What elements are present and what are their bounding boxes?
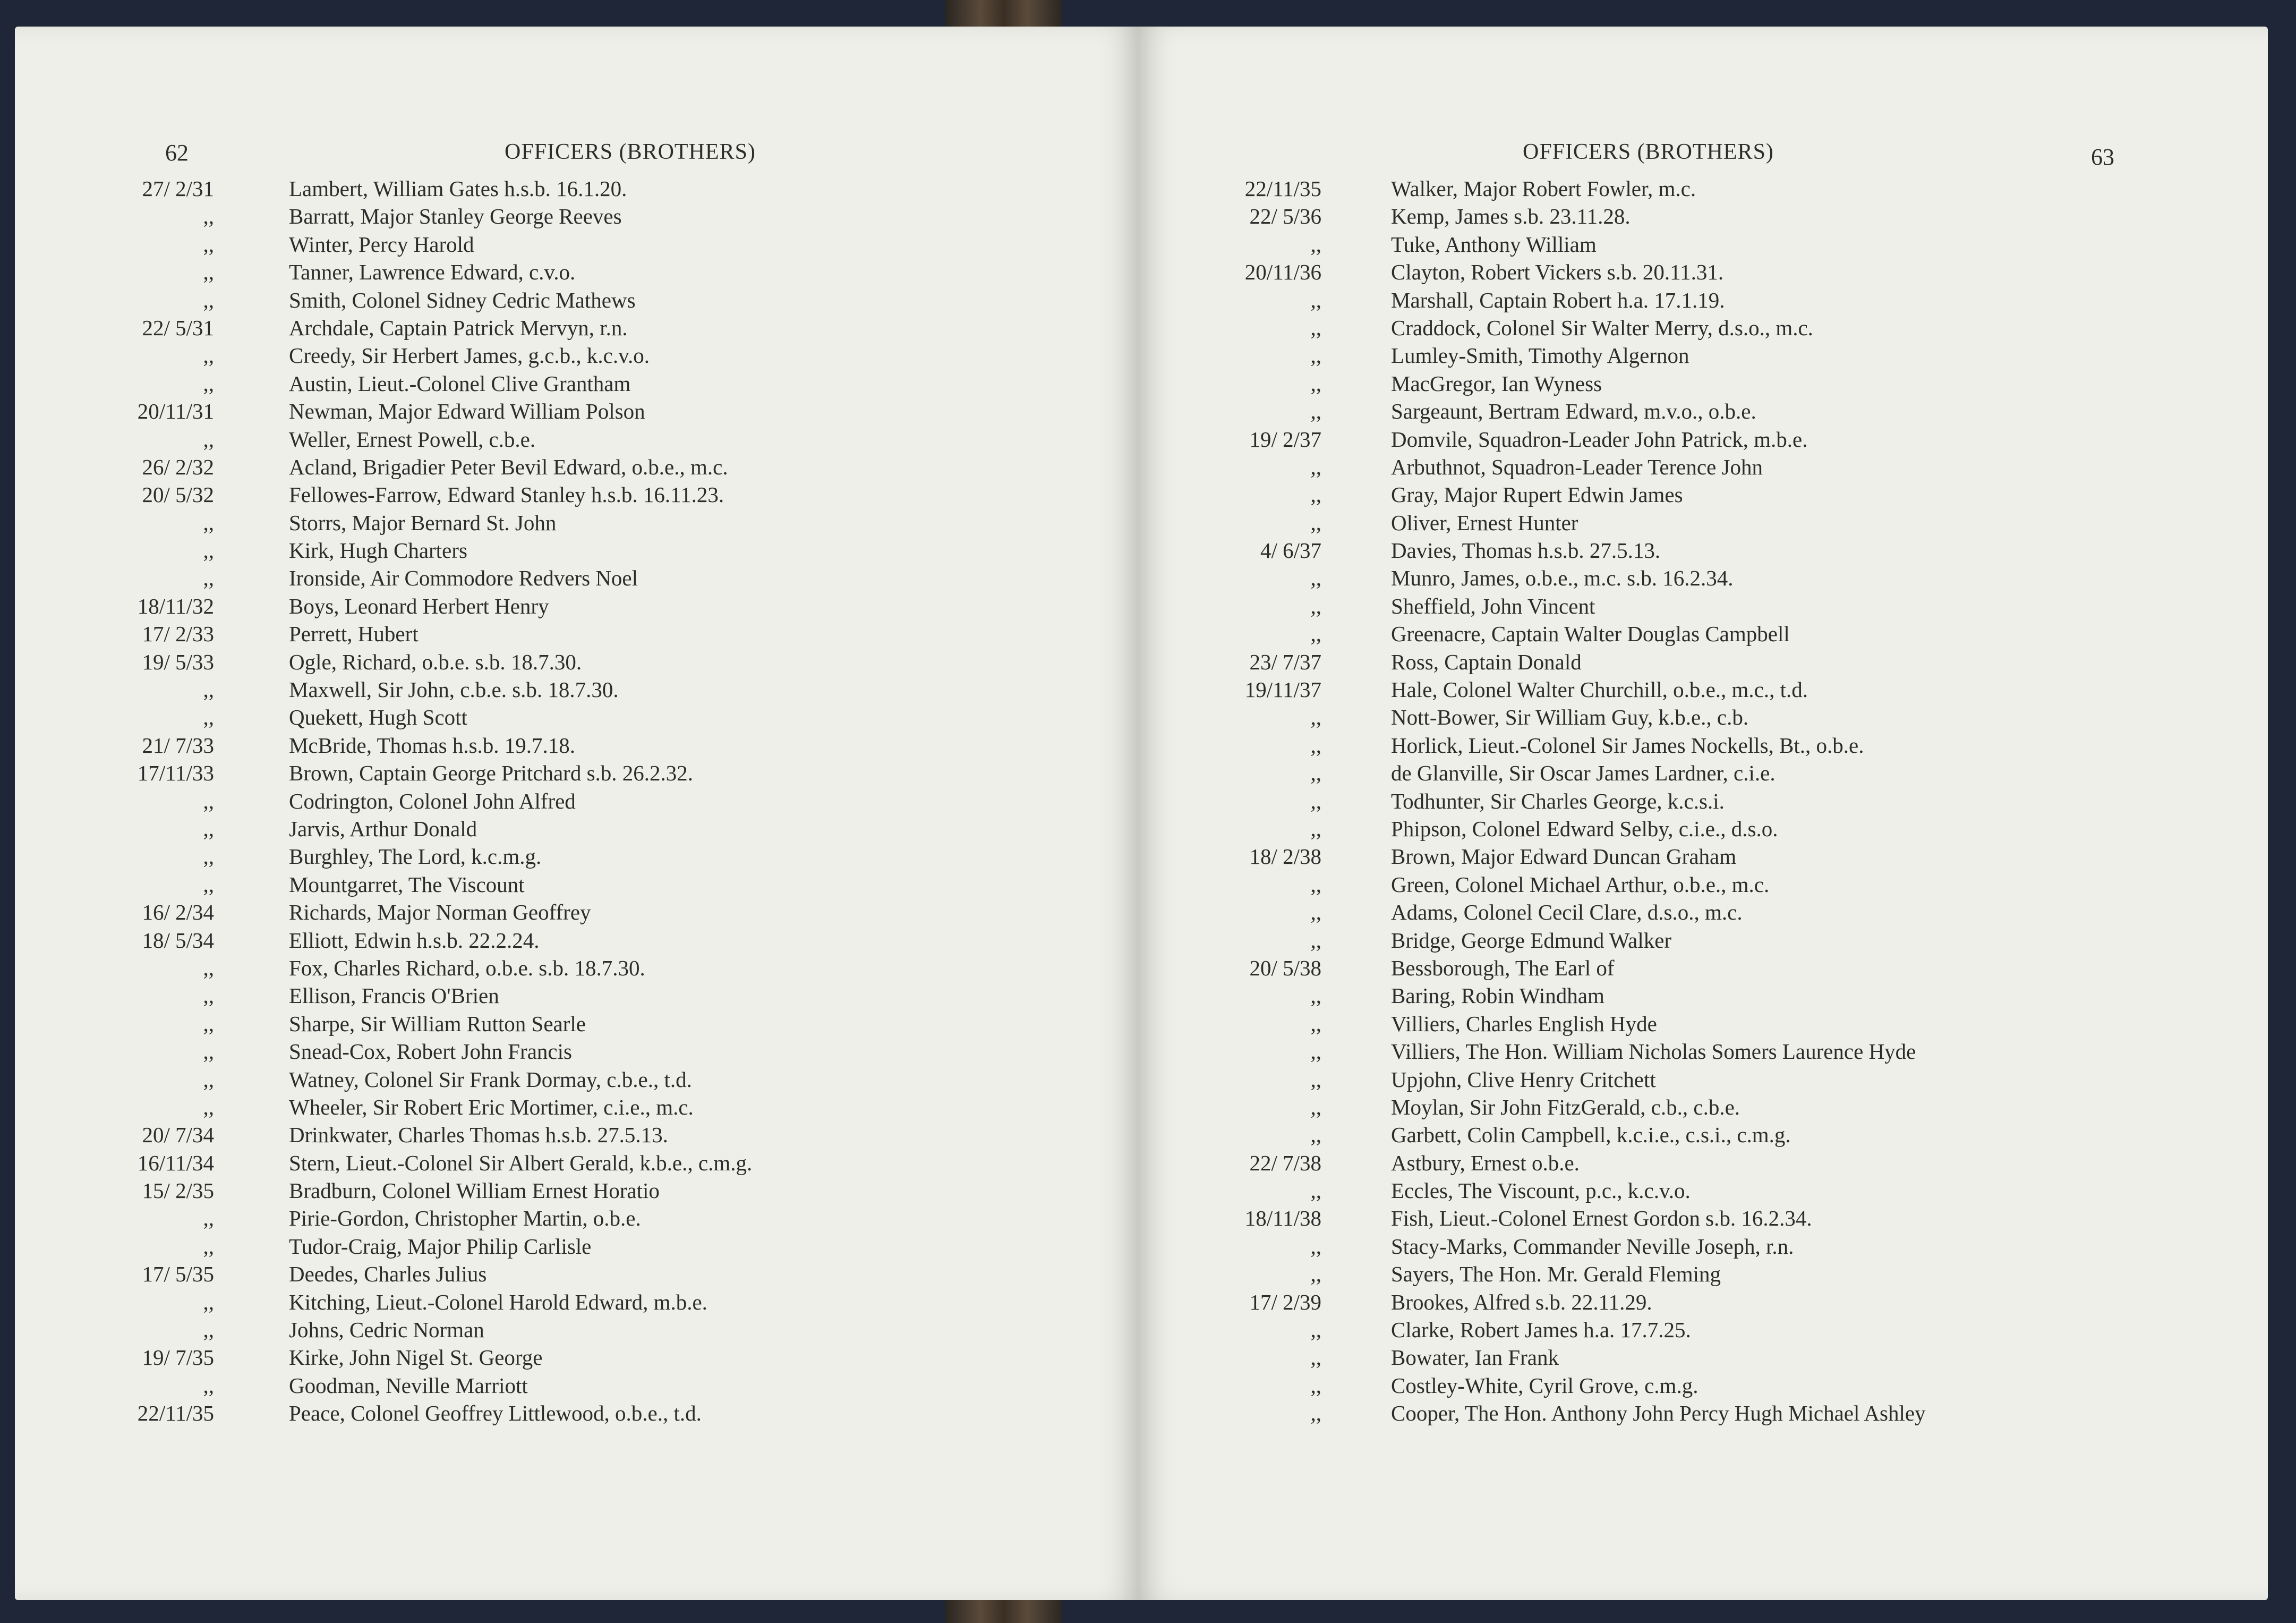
entry-name: Tuke, Anthony William [1391, 232, 1597, 257]
entry-name: Marshall, Captain Robert h.a. 17.1.19. [1391, 287, 1725, 312]
entry-name: Archdale, Captain Patrick Mervyn, r.n. [289, 315, 628, 340]
entry-name: Brookes, Alfred s.b. 22.11.29. [1391, 1289, 1652, 1314]
entry-name: MacGregor, Ian Wyness [1391, 371, 1602, 396]
entry-name: Kirke, John Nigel St. George [289, 1345, 543, 1370]
entry-date: ,, [1310, 1234, 1321, 1259]
entry-name: Quekett, Hugh Scott [289, 705, 467, 730]
entry-date: 20/ 7/34 [142, 1123, 214, 1148]
entry-name: Stacy-Marks, Commander Neville Joseph, r.n. [1391, 1234, 1794, 1259]
entry-name: Newman, Major Edward William Polson [289, 399, 645, 424]
entry-name: Barratt, Major Stanley George Reeves [289, 204, 622, 229]
entry-name: Bowater, Ian Frank [1391, 1345, 1559, 1370]
entry-name: Stern, Lieut.-Colonel Sir Albert Gerald, k.b.e., c.m.g. [289, 1150, 753, 1175]
entry-name: Munro, James, o.b.e., m.c. s.b. 16.2.34. [1391, 566, 1734, 591]
entry-name: Sargeaunt, Bertram Edward, m.v.o., o.b.e. [1391, 399, 1756, 424]
entry-date: ,, [203, 343, 214, 368]
entry-name: Pirie-Gordon, Christopher Martin, o.b.e. [289, 1206, 641, 1231]
entry-name: Bessborough, The Earl of [1391, 955, 1615, 980]
entry-date: ,, [1310, 371, 1321, 396]
entry-date: ,, [1310, 983, 1321, 1008]
entry-date: ,, [1310, 1067, 1321, 1092]
entry-name: Astbury, Ernest o.b.e. [1391, 1150, 1580, 1175]
entry-date: ,, [1310, 1094, 1321, 1119]
entry-date: 16/11/34 [137, 1150, 214, 1175]
entry-date: 27/ 2/31 [142, 176, 214, 201]
entry-date: 20/11/36 [1244, 260, 1321, 285]
entry-name: Maxwell, Sir John, c.b.e. s.b. 18.7.30. [289, 677, 619, 702]
entry-date: 19/11/37 [1244, 677, 1321, 702]
entry-name: Todhunter, Sir Charles George, k.c.s.i. [1391, 788, 1725, 813]
entry-name: de Glanville, Sir Oscar James Lardner, c.i.e. [1391, 761, 1776, 786]
entry-name: Burghley, The Lord, k.c.m.g. [289, 844, 542, 869]
entry-date: ,, [1310, 566, 1321, 591]
entry-date: ,, [203, 955, 214, 980]
entry-name: Smith, Colonel Sidney Cedric Mathews [289, 287, 636, 312]
entry-date: ,, [203, 816, 214, 841]
entry-name: Ross, Captain Donald [1391, 649, 1582, 674]
entry-date: ,, [1310, 593, 1321, 618]
entry-date: 22/ 5/36 [1249, 204, 1321, 229]
entry-name: Goodman, Neville Marriott [289, 1373, 528, 1398]
entry-date: 17/ 2/39 [1249, 1289, 1321, 1314]
entry-date: ,, [203, 1011, 214, 1036]
entry-date: 17/11/33 [137, 761, 214, 786]
entry-name: Wheeler, Sir Robert Eric Mortimer, c.i.e., m.c. [289, 1094, 694, 1119]
entry-date: ,, [203, 1373, 214, 1398]
entry-name: Tanner, Lawrence Edward, c.v.o. [289, 260, 576, 285]
entry-name: Greenacre, Captain Walter Douglas Campbell [1391, 622, 1790, 647]
entry-date: ,, [203, 1067, 214, 1092]
entry-name: Sayers, The Hon. Mr. Gerald Fleming [1391, 1262, 1721, 1287]
entry-date: 22/ 5/31 [142, 315, 214, 340]
entry-date: ,, [1310, 900, 1321, 925]
entry-name: Kitching, Lieut.-Colonel Harold Edward, m.b.e. [289, 1289, 707, 1314]
entry-name: Horlick, Lieut.-Colonel Sir James Nockells, Bt., o.b.e. [1391, 733, 1864, 758]
entry-name: Kemp, James s.b. 23.11.28. [1391, 204, 1631, 229]
entry-date: 19/ 2/37 [1249, 427, 1321, 452]
entry-name: Adams, Colonel Cecil Clare, d.s.o., m.c. [1391, 900, 1743, 925]
entry-name: Ellison, Francis O'Brien [289, 983, 499, 1008]
entry-name: Creedy, Sir Herbert James, g.c.b., k.c.v.o. [289, 343, 650, 368]
entry-date: ,, [203, 983, 214, 1008]
entry-name: Deedes, Charles Julius [289, 1262, 487, 1287]
entry-date: ,, [1310, 1262, 1321, 1287]
entry-name: Clarke, Robert James h.a. 17.7.25. [1391, 1318, 1691, 1342]
entry-date: ,, [1310, 343, 1321, 368]
entry-name: Green, Colonel Michael Arthur, o.b.e., m.c. [1391, 872, 1770, 897]
entry-name: Moylan, Sir John FitzGerald, c.b., c.b.e. [1391, 1094, 1740, 1119]
entry-date: ,, [203, 287, 214, 312]
entry-date: ,, [1310, 761, 1321, 786]
entry-date: ,, [1310, 1401, 1321, 1426]
entry-date: 22/11/35 [137, 1401, 214, 1426]
entry-name: Oliver, Ernest Hunter [1391, 510, 1578, 535]
entry-name: Acland, Brigadier Peter Bevil Edward, o.b.e., m.c. [289, 454, 728, 479]
entry-name: Sheffield, John Vincent [1391, 593, 1595, 618]
entry-name: Codrington, Colonel John Alfred [289, 788, 576, 813]
entry-name: Johns, Cedric Norman [289, 1318, 484, 1342]
entry-name: Brown, Major Edward Duncan Graham [1391, 844, 1737, 869]
left-page [15, 27, 1138, 1600]
entry-name: Austin, Lieut.-Colonel Clive Grantham [289, 371, 631, 396]
entry-date: ,, [1310, 622, 1321, 647]
entry-date: ,, [1310, 1178, 1321, 1203]
entry-name: Fox, Charles Richard, o.b.e. s.b. 18.7.30. [289, 955, 645, 980]
entry-date: ,, [1310, 788, 1321, 813]
entry-date: 21/ 7/33 [142, 733, 214, 758]
entry-name: Weller, Ernest Powell, c.b.e. [289, 427, 536, 452]
entry-date: ,, [1310, 454, 1321, 479]
entry-date: ,, [203, 371, 214, 396]
entry-date: 22/11/35 [1244, 176, 1321, 201]
entry-date: 19/ 5/33 [142, 649, 214, 674]
entry-name: Kirk, Hugh Charters [289, 538, 467, 563]
entry-date: 26/ 2/32 [142, 454, 214, 479]
entry-date: ,, [203, 677, 214, 702]
entry-name: Villiers, The Hon. William Nicholas Somers Laurence Hyde [1391, 1039, 1916, 1064]
entry-date: ,, [203, 260, 214, 285]
entry-date: ,, [1310, 733, 1321, 758]
entry-date: 20/ 5/38 [1249, 955, 1321, 980]
entry-name: Ogle, Richard, o.b.e. s.b. 18.7.30. [289, 649, 582, 674]
entry-name: Domvile, Squadron-Leader John Patrick, m.b.e. [1391, 427, 1808, 452]
entry-date: ,, [203, 232, 214, 257]
entry-name: Drinkwater, Charles Thomas h.s.b. 27.5.13. [289, 1123, 668, 1148]
entry-date: ,, [1310, 287, 1321, 312]
page-number: 62 [165, 140, 189, 166]
entry-name: Lambert, William Gates h.s.b. 16.1.20. [289, 176, 627, 201]
entry-date: 20/11/31 [137, 399, 214, 424]
entry-name: Lumley-Smith, Timothy Algernon [1391, 343, 1689, 368]
entry-name: Hale, Colonel Walter Churchill, o.b.e., m.c., t.d. [1391, 677, 1808, 702]
entry-date: ,, [203, 566, 214, 591]
entry-name: Bridge, George Edmund Walker [1391, 928, 1672, 953]
entry-name: Snead-Cox, Robert John Francis [289, 1039, 572, 1064]
entry-name: Ironside, Air Commodore Redvers Noel [289, 566, 638, 591]
entry-name: Gray, Major Rupert Edwin James [1391, 482, 1683, 507]
entry-name: Phipson, Colonel Edward Selby, c.i.e., d.s.o. [1391, 816, 1778, 841]
entry-date: ,, [1310, 482, 1321, 507]
entry-date: ,, [203, 872, 214, 897]
entry-name: Boys, Leonard Herbert Henry [289, 593, 549, 618]
entry-date: ,, [203, 1206, 214, 1231]
entry-name: Brown, Captain George Pritchard s.b. 26.2.32. [289, 761, 694, 786]
entry-date: ,, [203, 844, 214, 869]
entry-name: Baring, Robin Windham [1391, 983, 1604, 1008]
entry-name: Costley-White, Cyril Grove, c.m.g. [1391, 1373, 1698, 1398]
entry-date: 19/ 7/35 [142, 1345, 214, 1370]
entry-date: ,, [1310, 1345, 1321, 1370]
entry-name: Winter, Percy Harold [289, 232, 474, 257]
entry-name: Tudor-Craig, Major Philip Carlisle [289, 1234, 592, 1259]
entry-date: ,, [1310, 1039, 1321, 1064]
right-page [1138, 27, 2268, 1600]
entry-name: Davies, Thomas h.s.b. 27.5.13. [1391, 538, 1661, 563]
entry-date: ,, [203, 705, 214, 730]
entry-name: Villiers, Charles English Hyde [1391, 1011, 1657, 1036]
entry-date: ,, [203, 1318, 214, 1342]
entry-date: 17/ 2/33 [142, 622, 214, 647]
entry-name: Fellowes-Farrow, Edward Stanley h.s.b. 16.11.23. [289, 482, 724, 507]
entry-date: ,, [203, 538, 214, 563]
entry-name: Arbuthnot, Squadron-Leader Terence John [1391, 454, 1763, 479]
page-number: 63 [2091, 144, 2114, 170]
entry-date: ,, [1310, 1318, 1321, 1342]
entry-date: ,, [203, 1094, 214, 1119]
entry-date: ,, [1310, 928, 1321, 953]
running-header: OFFICERS (BROTHERS) [505, 140, 756, 164]
entry-name: Storrs, Major Bernard St. John [289, 510, 557, 535]
entry-date: 4/ 6/37 [1260, 538, 1321, 563]
entry-date: ,, [203, 1039, 214, 1064]
running-header: OFFICERS (BROTHERS) [1523, 140, 1774, 164]
entry-name: Cooper, The Hon. Anthony John Percy Hugh Michael Ashley [1391, 1401, 1926, 1426]
entry-date: 18/ 2/38 [1249, 844, 1321, 869]
entry-date: ,, [1310, 399, 1321, 424]
entry-date: ,, [203, 1289, 214, 1314]
entry-name: Mountgarret, The Viscount [289, 872, 525, 897]
entry-date: 23/ 7/37 [1249, 649, 1321, 674]
entry-name: Elliott, Edwin h.s.b. 22.2.24. [289, 928, 540, 953]
entry-date: ,, [1310, 816, 1321, 841]
entry-date: 18/ 5/34 [142, 928, 214, 953]
entry-name: Upjohn, Clive Henry Critchett [1391, 1067, 1656, 1092]
entry-date: ,, [1310, 705, 1321, 730]
entry-date: ,, [1310, 510, 1321, 535]
entry-date: 20/ 5/32 [142, 482, 214, 507]
entry-date: ,, [1310, 1373, 1321, 1398]
entry-date: 17/ 5/35 [142, 1262, 214, 1287]
entry-name: Peace, Colonel Geoffrey Littlewood, o.b.e., t.d. [289, 1401, 702, 1426]
entry-name: Clayton, Robert Vickers s.b. 20.11.31. [1391, 260, 1724, 285]
entry-date: ,, [1310, 1123, 1321, 1148]
entry-name: Eccles, The Viscount, p.c., k.c.v.o. [1391, 1178, 1691, 1203]
entry-name: Nott-Bower, Sir William Guy, k.b.e., c.b. [1391, 705, 1749, 730]
entry-date: 15/ 2/35 [142, 1178, 214, 1203]
entry-date: ,, [203, 427, 214, 452]
entry-date: 16/ 2/34 [142, 900, 214, 925]
entry-name: Walker, Major Robert Fowler, m.c. [1391, 176, 1696, 201]
entry-date: ,, [203, 204, 214, 229]
entry-name: Craddock, Colonel Sir Walter Merry, d.s.o., m.c. [1391, 315, 1813, 340]
entry-date: ,, [1310, 232, 1321, 257]
entry-date: ,, [203, 510, 214, 535]
entry-name: Sharpe, Sir William Rutton Searle [289, 1011, 586, 1036]
entry-name: Watney, Colonel Sir Frank Dormay, c.b.e., t.d. [289, 1067, 692, 1092]
entry-name: Jarvis, Arthur Donald [289, 816, 477, 841]
entry-date: ,, [1310, 1011, 1321, 1036]
entry-name: McBride, Thomas h.s.b. 19.7.18. [289, 733, 576, 758]
entry-date: ,, [203, 1234, 214, 1259]
entry-name: Bradburn, Colonel William Ernest Horatio [289, 1178, 660, 1203]
entry-name: Richards, Major Norman Geoffrey [289, 900, 591, 925]
entry-date: 18/11/32 [137, 593, 214, 618]
entry-date: ,, [1310, 315, 1321, 340]
entry-date: 22/ 7/38 [1249, 1150, 1321, 1175]
entry-date: ,, [203, 788, 214, 813]
entry-name: Garbett, Colin Campbell, k.c.i.e., c.s.i., c.m.g. [1391, 1123, 1791, 1148]
entry-date: 18/11/38 [1244, 1206, 1321, 1231]
entry-name: Fish, Lieut.-Colonel Ernest Gordon s.b. 16.2.34. [1391, 1206, 1812, 1231]
entry-date: ,, [1310, 872, 1321, 897]
entry-name: Perrett, Hubert [289, 622, 419, 647]
